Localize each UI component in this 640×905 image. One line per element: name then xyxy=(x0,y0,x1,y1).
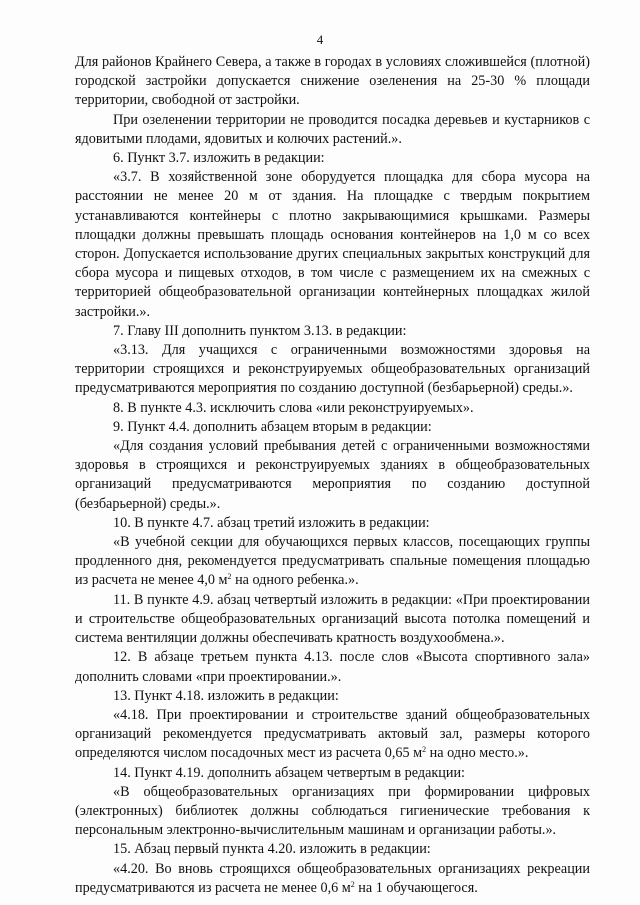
paragraph-text: на 1 обучающегося. xyxy=(354,879,478,896)
superscript: 2 xyxy=(422,745,427,755)
paragraph-text: на одно место.». xyxy=(426,745,529,762)
paragraph: Для районов Крайнего Севера, а также в городах в условиях сложившейся (плотной) городской застройки допускается снижение озеленения на 25-30 % площади территории, свободной от застройки. xyxy=(75,54,590,109)
paragraph: 13. Пункт 4.18. изложить в редакции: xyxy=(113,687,339,704)
paragraph: «3.13. Для учащихся с ограниченными возможностями здоровья на территории строящихся и реконструируемых общеобразовательных организаций предусматриваются мероприятия по созданию доступной (безбарьерной) среды.». xyxy=(75,342,590,397)
paragraph: «3.7. В хозяйственной зоне оборудуется площадка для сбора мусора на расстоянии не менее 20 м от здания. На площадке с твердым покрытием устанавливаются контейнеры с плотно закрывающимися крышками. Размеры площадки должны превышать площадь основания контейнеров на 1,0 м со всех сторон. Допускается использование других специальных закрытых конструкций для сбора мусора и пищевых отходов, в том числе с размещением их на смежных с территорией общеобразовательной организации контейнерных площадках жилой застройки.». xyxy=(75,169,590,320)
paragraph xyxy=(75,860,590,898)
paragraph: 15. Абзац первый пункта 4.20. изложить в редакции: xyxy=(113,841,431,858)
paragraph: 9. Пункт 4.4. дополнить абзацем вторым в редакции: xyxy=(113,418,432,435)
paragraph-text: «4.20. Во вновь строящихся общеобразовательных организациях рекреации предусматриваются из расчета не менее 0,6 м xyxy=(75,860,590,896)
superscript: 2 xyxy=(350,879,355,889)
superscript: 2 xyxy=(227,572,232,582)
paragraph xyxy=(75,533,590,591)
document-body xyxy=(75,53,590,898)
paragraph: 14. Пункт 4.19. дополнить абзацем четвертым в редакции: xyxy=(113,764,465,781)
paragraph: 6. Пункт 3.7. изложить в редакции: xyxy=(113,150,325,167)
paragraph-text: «4.18. При проектировании и строительстве зданий общеобразовательных организаций рекомендуется предусматривать актовый зал, размеры которого определяются числом посадочных мест из расчета 0,65 м xyxy=(75,706,590,762)
paragraph: 7. Главу III дополнить пунктом 3.13. в редакции: xyxy=(113,322,407,339)
page-number: 4 xyxy=(316,32,324,47)
paragraph: 8. В пункте 4.3. исключить слова «или реконструируемых». xyxy=(113,399,474,416)
paragraph-text: на одного ребенка.». xyxy=(231,572,359,589)
paragraph: 10. В пункте 4.7. абзац третий изложить в редакции: xyxy=(113,514,430,531)
paragraph: При озеленении территории не проводится посадка деревьев и кустарников с ядовитыми плодами, ядовитых и колючих растений.». xyxy=(75,111,590,147)
paragraph-text: «В учебной секции для обучающихся первых классов, посещающих группы продленного дня, рекомендуется предусматривать спальные помещения площадью из расчета не менее 4,0 м xyxy=(75,534,590,589)
paragraph xyxy=(75,706,590,764)
paragraph: 11. В пункте 4.9. абзац четвертый изложить в редакции: «При проектировании и строительстве общеобразовательных организаций высота потолка помещений и система вентиляции должны обеспечивать кратность воздухообмена.». xyxy=(75,591,590,647)
paragraph: 12. В абзаце третьем пункта 4.13. после слов «Высота спортивного зала» дополнить словами «при проектировании.». xyxy=(75,649,590,685)
paragraph: «В общеобразовательных организациях при формировании цифровых (электронных) библиотек должны соблюдаться гигиенические требования к персональным электронно-вычислительным машинам и организации работы.». xyxy=(75,783,590,839)
paragraph: «Для создания условий пребывания детей с ограниченными возможностями здоровья в строящихся и реконструируемых зданиях в общеобразовательных организаций предусматриваются мероприятия по созданию доступной (безбарьерной) среды.». xyxy=(75,438,590,512)
